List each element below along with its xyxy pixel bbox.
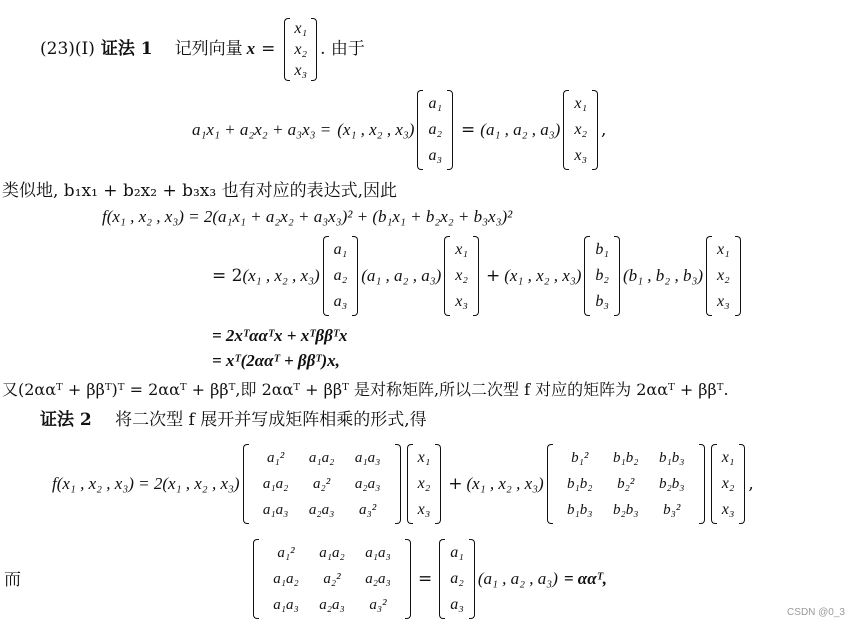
vector-a: a₁ a₂ a₃ [417,90,453,170]
vector-b: b₁ b₂ b₃ [584,236,620,316]
conclusion-line: 又(2ααᵀ + ββᵀ)ᵀ = 2ααᵀ + ββᵀ,即 2ααᵀ + ββᵀ 是对称矩阵,所以二次型 f 对应的矩阵为 2ααᵀ + ββᵀ. [2,380,729,399]
eq1-row-a: (a₁ , a₂ , a₃) [480,120,561,139]
equation-2: f(x₁ , x₂ , x₃) = 2 (x₁ , x₂ , x₃) a₁² a₁a₂ a₁a₃ a₁a₂ a₂² a₂a₃ a₁a₃ a₂a₃ a₃² x₁ x₂ x₃ + (x₁ , x₂ , x₃) b₁² b₁b₂ b₁b₃ b₁b₂ b₂² b₂b₃ b₁b₃ b₂b₃ b₃² x₁ x₂ x₃ , [52,442,754,526]
intro-line [40,18,365,80]
f2-plus: + [485,266,501,286]
vector-x: x₁ x₂ x₃ [706,236,741,316]
matrix-a: a₁² a₁a₂ a₁a₃ a₁a₂ a₂² a₂a₃ a₁a₃ a₂a₃ a₃² [253,539,411,619]
er-word: 而 [4,570,21,590]
similar-line: 类似地, b₁x₁ + b₂x₂ + b₃x₃ 也有对应的表达式,因此 [2,181,398,201]
f-line-1: f(x₁ , x₂ , x₃) = 2(a₁x₁ + a₂x₂ + a₃x₃)² + (b₁x₁ + b₂x₂ + b₃x₃)² [102,207,513,226]
intro-tail: . 由于 [320,39,365,59]
var-x: x [246,39,256,58]
eq1-lhs: a₁x₁ + a₂x₂ + a₃x₃ = [192,120,332,139]
eq2-lhs: f(x₁ , x₂ , x₃) = 2 [52,474,163,493]
intro-text: 记列向量 [174,39,243,59]
vector-x: x₁ x₂ x₃ [407,444,442,524]
watermark: CSDN @0_3 [787,607,845,618]
vector-x: x₁ x₂ x₃ [284,18,317,81]
eq1-eq: = [461,120,476,140]
f-line-3: = 2xᵀααᵀx + xᵀββᵀx [212,326,348,345]
method-label: 证法 1 [100,39,153,59]
equation-1 [192,88,606,172]
matrix-b: b₁² b₁b₂ b₁b₃ b₁b₂ b₂² b₂b₃ b₁b₃ b₂b₃ b₃² [547,444,705,524]
vector-a: a₁ a₂ a₃ [323,236,359,316]
eq2-tail: , [748,474,754,494]
method2-text: 将二次型 f 展开并写成矩阵相乘的形式,得 [115,410,427,430]
vector-x: x₁ x₂ x₃ [563,90,598,170]
method2-line [40,410,427,430]
vector-x: x₁ x₂ x₃ [444,236,479,316]
equation-3: a₁² a₁a₂ a₁a₃ a₁a₂ a₂² a₂a₃ a₁a₃ a₂a₃ a₃² = a₁ a₂ a₃ (a₁ , a₂ , a₃) = ααᵀ, [250,537,607,621]
method2-label: 证法 2 [40,410,92,430]
vector-x: x₁ x₂ x₃ [711,444,746,524]
f2-pre: = 2 [212,266,243,286]
f-line-4: = xᵀ(2ααᵀ + ββᵀ)x, [212,351,340,370]
eq1-row-x: (x₁ , x₂ , x₃) [337,120,415,139]
eq-sign: = [261,39,276,59]
eq3-tail: = ααᵀ, [563,569,608,588]
vector-a: a₁ a₂ a₃ [439,539,475,619]
eq2-plus: + [448,474,463,494]
f-line-2: = 2 (x₁ , x₂ , x₃) a₁ a₂ a₃ (a₁ , a₂ , a₃) x₁ x₂ x₃ + (x₁ , x₂ , x₃) b₁ b₂ b₃ (b₁ , b₂ , b₃) x₁ x₂ x₃ [212,234,744,318]
eq3-eq: = [418,569,433,589]
matrix-a: a₁² a₁a₂ a₁a₃ a₁a₂ a₂² a₂a₃ a₁a₃ a₂a₃ a₃² [243,444,401,524]
eq1-tail: , [601,120,607,140]
problem-number: (23)(Ⅰ) [40,39,95,59]
